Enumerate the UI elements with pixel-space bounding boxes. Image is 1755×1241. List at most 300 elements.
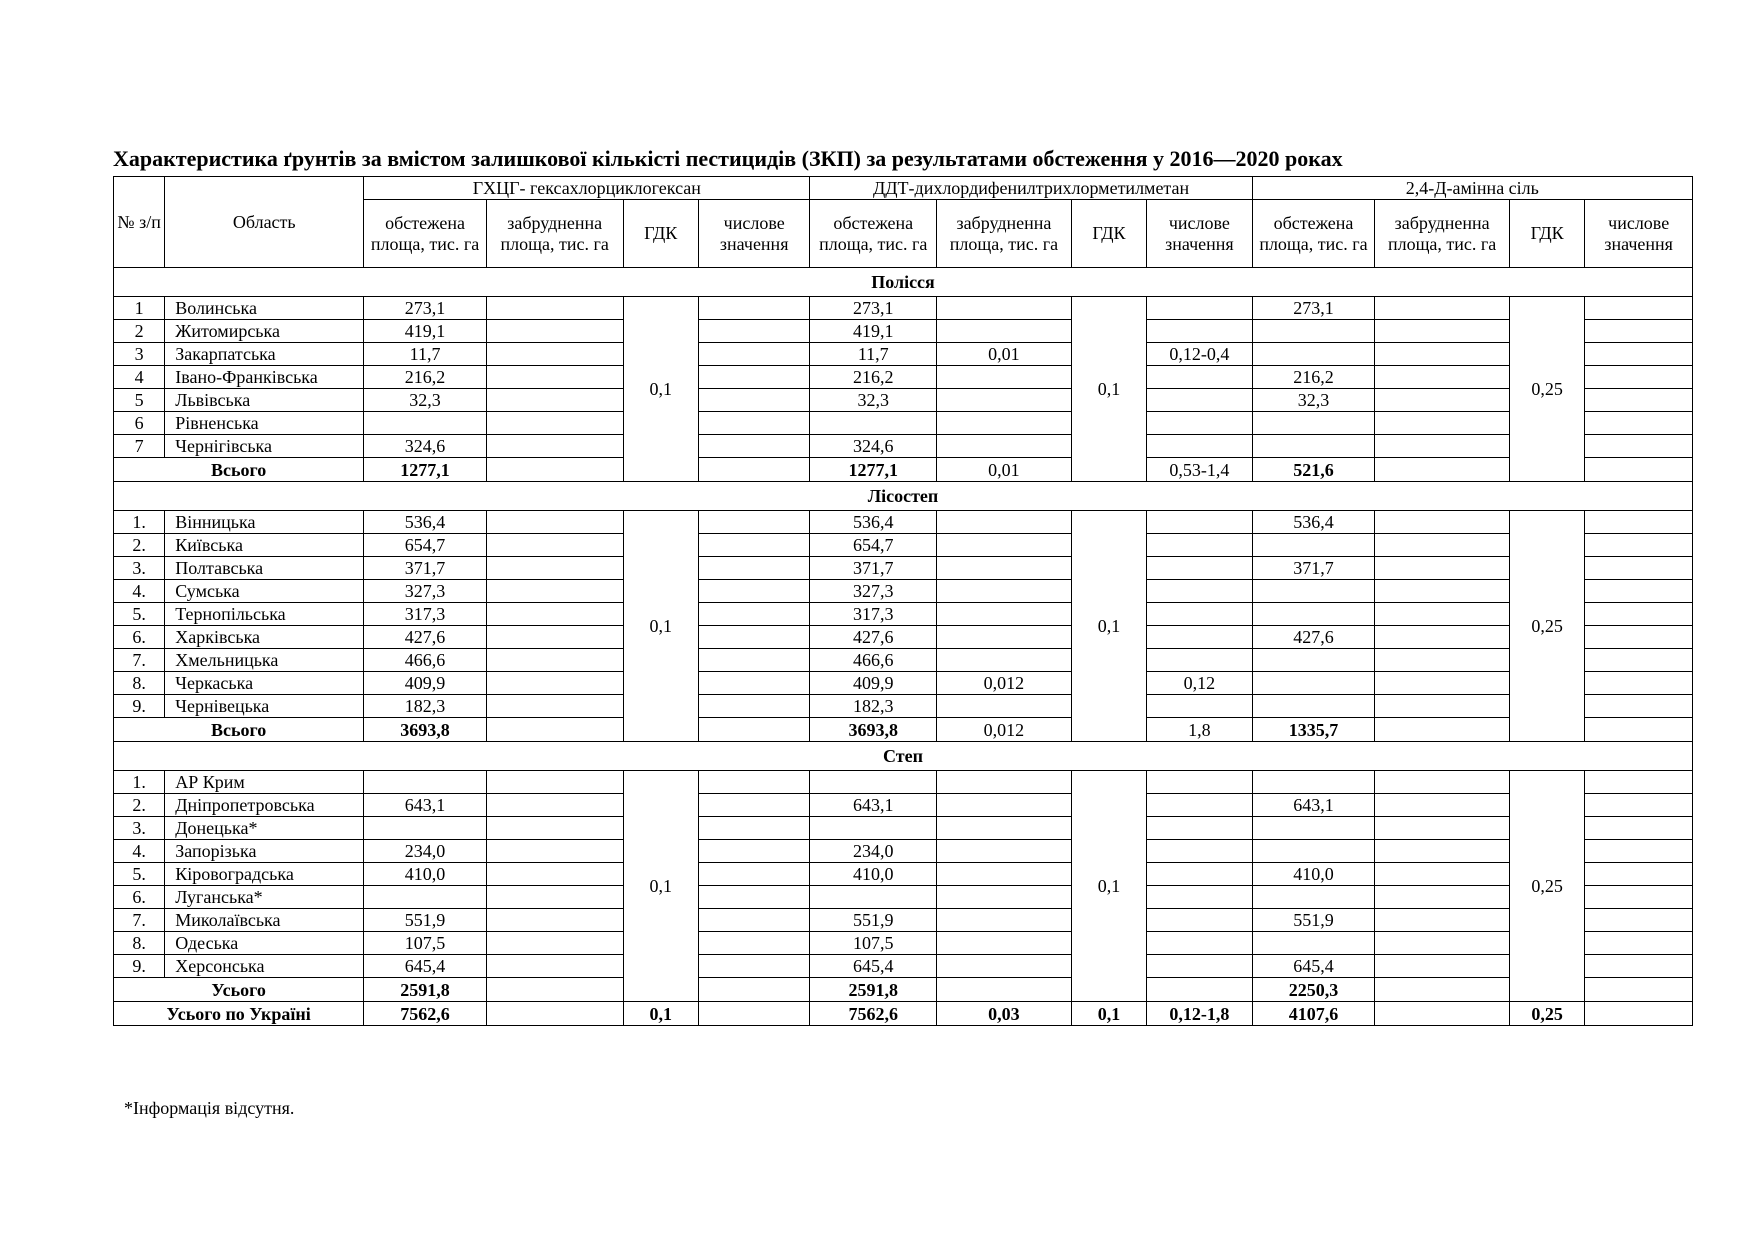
numeric-value [698,412,810,435]
row-number: 4. [114,840,165,863]
polluted-area: 0,01 [937,343,1072,366]
header-value: числове значення [1147,200,1253,268]
row-number: 6. [114,886,165,909]
header-group-hchg: ГХЦГ- гексахлорциклогексан [364,177,810,200]
grand-total-cell: 0,12-1,8 [1147,1002,1253,1026]
total-label: Усього [114,978,364,1002]
polluted-area [1375,794,1510,817]
surveyed-area: 654,7 [364,534,487,557]
grand-total-cell: 0,03 [937,1002,1072,1026]
table-row [114,412,1693,435]
table-row [114,932,1693,955]
numeric-value [698,458,810,482]
surveyed-area: 327,3 [810,580,937,603]
grand-total-cell [1585,1002,1693,1026]
numeric-value [698,771,810,794]
surveyed-area: 317,3 [364,603,487,626]
grand-total-cell: 4107,6 [1252,1002,1375,1026]
polluted-area [486,297,623,320]
polluted-area [1375,458,1510,482]
polluted-area [937,649,1072,672]
row-number: 5. [114,863,165,886]
polluted-area [1375,955,1510,978]
polluted-area [486,366,623,389]
row-number: 5 [114,389,165,412]
numeric-value [698,649,810,672]
section-title: Степ [114,742,1693,771]
surveyed-area [1252,534,1375,557]
surveyed-area: 645,4 [1252,955,1375,978]
surveyed-area: 551,9 [1252,909,1375,932]
row-number: 2. [114,794,165,817]
surveyed-area: 410,0 [364,863,487,886]
surveyed-area: 3693,8 [364,718,487,742]
numeric-value [698,863,810,886]
numeric-value [1147,534,1253,557]
gdk-value: 0,1 [1071,297,1146,482]
numeric-value [1147,886,1253,909]
surveyed-area: 427,6 [364,626,487,649]
polluted-area [486,932,623,955]
numeric-value [698,932,810,955]
surveyed-area: 216,2 [810,366,937,389]
grand-total-row [114,1002,1693,1026]
surveyed-area: 536,4 [1252,511,1375,534]
numeric-value [1585,955,1693,978]
numeric-value [698,580,810,603]
grand-total-cell: 7562,6 [810,1002,937,1026]
row-number: 8. [114,932,165,955]
polluted-area [486,909,623,932]
polluted-area [1375,626,1510,649]
numeric-value [698,389,810,412]
footnote: *Інформація відсутня. [124,1098,295,1118]
polluted-area [486,603,623,626]
polluted-area [1375,557,1510,580]
polluted-area [937,886,1072,909]
surveyed-area: 107,5 [810,932,937,955]
grand-total-label: Усього по Україні [114,1002,364,1026]
gdk-value: 0,25 [1509,511,1584,742]
surveyed-area [1252,320,1375,343]
region-name: Луганська* [165,886,364,909]
polluted-area: 0,01 [937,458,1072,482]
surveyed-area: 2591,8 [364,978,487,1002]
gdk-value: 0,25 [1509,771,1584,1002]
grand-total-cell [486,1002,623,1026]
numeric-value [1585,389,1693,412]
numeric-value [1147,557,1253,580]
surveyed-area: 216,2 [364,366,487,389]
numeric-value [1585,580,1693,603]
numeric-value [1147,511,1253,534]
polluted-area [1375,389,1510,412]
region-name: Чернігівська [165,435,364,458]
region-name: Тернопільська [165,603,364,626]
polluted-area [937,389,1072,412]
section-total-row [114,978,1693,1002]
table-row [114,863,1693,886]
numeric-value [698,909,810,932]
polluted-area [486,389,623,412]
grand-total-cell: 7562,6 [364,1002,487,1026]
gdk-value: 0,1 [1071,511,1146,742]
polluted-area [1375,297,1510,320]
polluted-area [937,320,1072,343]
polluted-area [937,511,1072,534]
header-group-ddt: ДДТ-дихлордифенилтрихлорметилметан [810,177,1252,200]
surveyed-area: 324,6 [810,435,937,458]
surveyed-area [1252,771,1375,794]
surveyed-area [810,771,937,794]
row-number: 9. [114,695,165,718]
polluted-area [486,771,623,794]
polluted-area [1375,932,1510,955]
surveyed-area [810,817,937,840]
table-row [114,886,1693,909]
numeric-value [1585,603,1693,626]
section-total-row [114,718,1693,742]
grand-total-cell: 0,1 [1071,1002,1146,1026]
table-row [114,817,1693,840]
table-row [114,320,1693,343]
numeric-value [1147,932,1253,955]
surveyed-area: 3693,8 [810,718,937,742]
numeric-value [1147,603,1253,626]
row-number: 5. [114,603,165,626]
numeric-value [1585,297,1693,320]
polluted-area [486,863,623,886]
polluted-area [937,366,1072,389]
polluted-area [1375,817,1510,840]
row-number: 2. [114,534,165,557]
surveyed-area: 234,0 [364,840,487,863]
numeric-value: 0,12 [1147,672,1253,695]
surveyed-area [1252,840,1375,863]
numeric-value [698,343,810,366]
numeric-value [1585,718,1693,742]
surveyed-area: 645,4 [810,955,937,978]
gdk-value: 0,1 [623,511,698,742]
region-name: Вінницька [165,511,364,534]
header-group-24d: 2,4-Д-амінна сіль [1252,177,1692,200]
polluted-area [486,435,623,458]
polluted-area [937,534,1072,557]
row-number: 1 [114,297,165,320]
polluted-area [937,863,1072,886]
polluted-area [1375,695,1510,718]
region-name: АР Крим [165,771,364,794]
table-row [114,580,1693,603]
gdk-value: 0,1 [623,771,698,1002]
numeric-value [1585,672,1693,695]
polluted-area [486,649,623,672]
polluted-area [937,909,1072,932]
numeric-value [698,794,810,817]
table-row [114,557,1693,580]
surveyed-area: 273,1 [810,297,937,320]
polluted-area [1375,649,1510,672]
row-number: 8. [114,672,165,695]
polluted-area [1375,534,1510,557]
header-region: Область [165,177,364,268]
numeric-value [698,955,810,978]
region-name: Житомирська [165,320,364,343]
polluted-area [1375,412,1510,435]
numeric-value [698,840,810,863]
section-total-row [114,458,1693,482]
polluted-area [1375,886,1510,909]
row-number: 2 [114,320,165,343]
section-title: Лісостеп [114,482,1693,511]
polluted-area [486,978,623,1002]
numeric-value [1147,649,1253,672]
row-number: 3 [114,343,165,366]
row-number: 4. [114,580,165,603]
surveyed-area: 32,3 [810,389,937,412]
numeric-value [1147,389,1253,412]
numeric-value [1585,794,1693,817]
numeric-value [1147,412,1253,435]
surveyed-area [364,412,487,435]
region-name: Рівненська [165,412,364,435]
polluted-area [486,511,623,534]
table-row [114,626,1693,649]
polluted-area [937,771,1072,794]
header-polluted: забрудненна площа, тис. га [937,200,1072,268]
polluted-area [1375,580,1510,603]
surveyed-area: 216,2 [1252,366,1375,389]
polluted-area: 0,012 [937,672,1072,695]
numeric-value [698,718,810,742]
surveyed-area: 419,1 [810,320,937,343]
polluted-area [1375,603,1510,626]
surveyed-area: 536,4 [810,511,937,534]
section-header-row [114,482,1693,511]
numeric-value [1147,320,1253,343]
polluted-area [937,817,1072,840]
surveyed-area: 32,3 [1252,389,1375,412]
page-title: Характеристика ґрунтів за вмістом залишкової кількісті пестицидів (ЗКП) за результатами обстеження у 2016—2020 роках [113,146,1343,171]
table-row [114,672,1693,695]
numeric-value [698,672,810,695]
region-name: Сумська [165,580,364,603]
surveyed-area [1252,435,1375,458]
surveyed-area: 643,1 [810,794,937,817]
polluted-area [937,932,1072,955]
numeric-value [698,978,810,1002]
table-row [114,343,1693,366]
total-label: Всього [114,718,364,742]
polluted-area [486,626,623,649]
table-row [114,955,1693,978]
surveyed-area: 536,4 [364,511,487,534]
polluted-area [486,886,623,909]
numeric-value [1147,840,1253,863]
polluted-area [937,557,1072,580]
row-number: 6 [114,412,165,435]
numeric-value [698,695,810,718]
polluted-area [1375,978,1510,1002]
region-name: Волинська [165,297,364,320]
surveyed-area [1252,886,1375,909]
region-name: Івано-Франківська [165,366,364,389]
numeric-value [698,511,810,534]
numeric-value [1147,909,1253,932]
numeric-value [1585,435,1693,458]
surveyed-area [1252,580,1375,603]
surveyed-area [1252,603,1375,626]
numeric-value [698,320,810,343]
numeric-value [1147,817,1253,840]
surveyed-area: 521,6 [1252,458,1375,482]
table-row [114,435,1693,458]
surveyed-area: 1277,1 [810,458,937,482]
header-surveyed: обстежена площа, тис. га [364,200,487,268]
header-gdk: ГДК [623,200,698,268]
surveyed-area [1252,672,1375,695]
numeric-value [1585,511,1693,534]
surveyed-area: 427,6 [810,626,937,649]
row-number: 3. [114,817,165,840]
grand-total-cell: 0,25 [1509,1002,1584,1026]
polluted-area [1375,511,1510,534]
numeric-value [1147,771,1253,794]
polluted-area [937,955,1072,978]
surveyed-area: 11,7 [810,343,937,366]
region-name: Хмельницька [165,649,364,672]
gdk-value: 0,1 [623,297,698,482]
region-name: Черкаська [165,672,364,695]
region-name: Дніпропетровська [165,794,364,817]
surveyed-area [364,817,487,840]
polluted-area [1375,366,1510,389]
polluted-area [937,603,1072,626]
polluted-area [486,955,623,978]
surveyed-area: 409,9 [364,672,487,695]
surveyed-area [364,886,487,909]
polluted-area [486,320,623,343]
polluted-area [1375,909,1510,932]
numeric-value [698,297,810,320]
surveyed-area: 317,3 [810,603,937,626]
header-value: числове значення [1585,200,1693,268]
surveyed-area: 1335,7 [1252,718,1375,742]
surveyed-area: 409,9 [810,672,937,695]
numeric-value [698,557,810,580]
surveyed-area [1252,695,1375,718]
numeric-value [1147,366,1253,389]
numeric-value [1147,435,1253,458]
numeric-value [1585,863,1693,886]
region-name: Закарпатська [165,343,364,366]
polluted-area [486,458,623,482]
polluted-area [486,534,623,557]
numeric-value [1585,412,1693,435]
numeric-value [698,435,810,458]
region-name: Кіровоградська [165,863,364,886]
numeric-value [1585,366,1693,389]
polluted-area [1375,718,1510,742]
total-label: Всього [114,458,364,482]
row-number: 7. [114,649,165,672]
surveyed-area: 182,3 [810,695,937,718]
polluted-area [1375,343,1510,366]
row-number: 1. [114,511,165,534]
polluted-area [937,297,1072,320]
row-number: 4 [114,366,165,389]
row-number: 9. [114,955,165,978]
grand-total-cell [1375,1002,1510,1026]
numeric-value [1585,909,1693,932]
section-header-row [114,742,1693,771]
numeric-value [1585,817,1693,840]
numeric-value [698,817,810,840]
table-row [114,909,1693,932]
region-name: Полтавська [165,557,364,580]
numeric-value [1585,649,1693,672]
polluted-area [486,557,623,580]
polluted-area [937,840,1072,863]
surveyed-area [810,886,937,909]
surveyed-area: 327,3 [364,580,487,603]
surveyed-area: 643,1 [1252,794,1375,817]
grand-total-cell: 0,1 [623,1002,698,1026]
numeric-value [1147,297,1253,320]
polluted-area [937,626,1072,649]
polluted-area [486,794,623,817]
numeric-value [1585,978,1693,1002]
header-polluted: забрудненна площа, тис. га [486,200,623,268]
table-row [114,511,1693,534]
surveyed-area: 371,7 [810,557,937,580]
numeric-value [1585,771,1693,794]
surveyed-area: 410,0 [810,863,937,886]
polluted-area [937,435,1072,458]
polluted-area [937,794,1072,817]
region-name: Миколаївська [165,909,364,932]
numeric-value [1585,840,1693,863]
surveyed-area [1252,343,1375,366]
region-name: Одеська [165,932,364,955]
polluted-area [1375,863,1510,886]
polluted-area: 0,012 [937,718,1072,742]
numeric-value [698,534,810,557]
numeric-value [1585,343,1693,366]
numeric-value [1147,978,1253,1002]
surveyed-area [1252,817,1375,840]
row-number: 7 [114,435,165,458]
row-number: 1. [114,771,165,794]
numeric-value [1585,932,1693,955]
numeric-value [1585,886,1693,909]
surveyed-area: 466,6 [810,649,937,672]
surveyed-area: 410,0 [1252,863,1375,886]
surveyed-area: 466,6 [364,649,487,672]
header-surveyed: обстежена площа, тис. га [1252,200,1375,268]
polluted-area [1375,435,1510,458]
section-title: Полісся [114,268,1693,297]
surveyed-area: 2250,3 [1252,978,1375,1002]
pesticide-table [113,176,1693,1026]
numeric-value [1585,320,1693,343]
surveyed-area: 427,6 [1252,626,1375,649]
surveyed-area: 234,0 [810,840,937,863]
polluted-area [937,695,1072,718]
table-row [114,534,1693,557]
surveyed-area: 419,1 [364,320,487,343]
surveyed-area: 11,7 [364,343,487,366]
